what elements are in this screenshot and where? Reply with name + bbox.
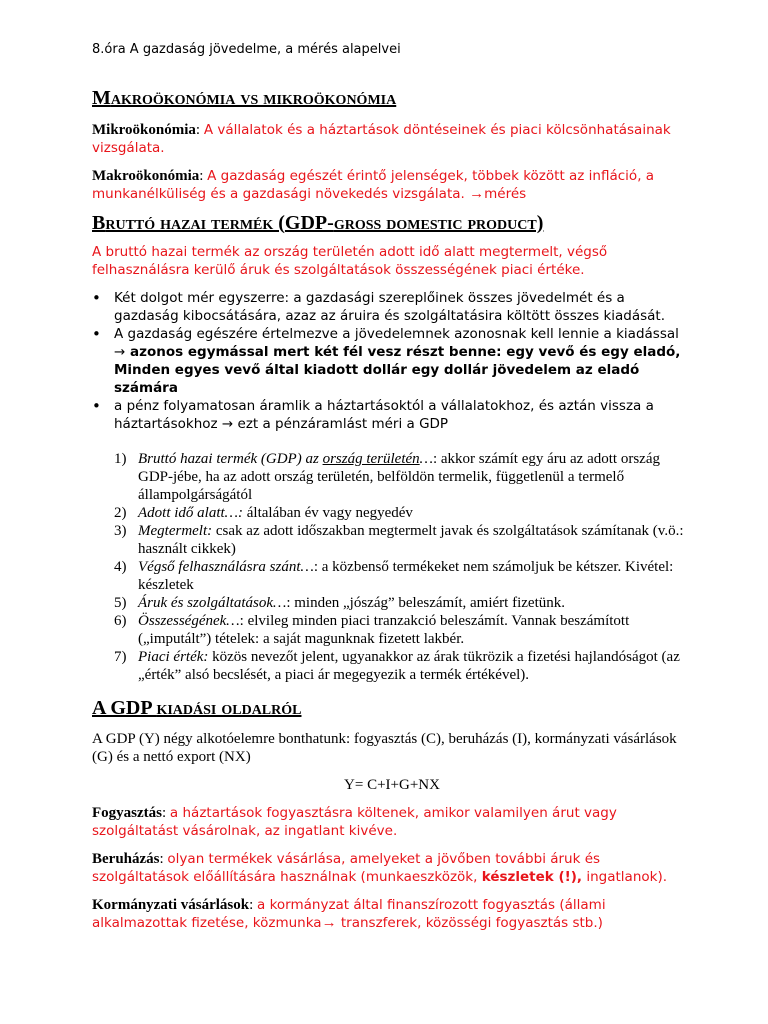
page-header: 8.óra A gazdaság jövedelme, a mérés alapelvei [92,42,401,57]
definition-text: olyan termékek vásárlása, amelyeket a jövőben további áruk és szolgáltatások előállítására használnak (munkaeszközök, [92,851,601,885]
definition-microeconomics: Mikroökonómia: A vállalatok és a háztartások döntéseinek és piaci kölcsönhatásainak vizsgálata. [92,122,671,156]
gdp-bullet-list [92,289,692,433]
definition-text: A gazdaság egészét érintő jelenségek, többek között az infláció, a munkanélküliség és a gazdasági növekedés vizsgálata. [92,168,655,202]
list-item: 1) Bruttó hazai termék (GDP) az ország területén…: akkor számít egy áru az adott ország GDP-jébe, ha az adott ország területén, belföldön termelik, függetlenül a termelő állampolgárságától [114,451,660,503]
definition-investment: Beruházás: olyan termékek vásárlása, amelyeket a jövőben további áruk és szolgáltatások előállítására használnak (munkaeszközök, készletek (!), ingatlanok). [92,851,668,885]
section-heading-gdp-expenditure: A GDP kiadási oldalról [92,697,302,719]
term-label: Fogyasztás [92,805,162,821]
definition-macroeconomics: Makroökonómia: A gazdaság egészét érintő jelenségek, többek között az infláció, a munkanélküliség és a gazdasági növekedés vizsgálata. →mérés [92,168,655,202]
section-heading-macro-vs-micro: Makroökonómia vs mikroökonómia [92,87,397,109]
list-item: 2) Adott idő alatt…: általában év vagy negyedév [114,505,413,521]
list-item: 5) Áruk és szolgáltatások…: minden „jószág” beleszámít, amiért fizetünk. [114,595,565,611]
gdp-formula: Y= C+I+G+NX [344,777,440,793]
definition-text: a háztartások fogyasztásra költenek, amikor valamilyen árut vagy szolgáltatást vásárolnak, az ingatlant kivéve. [92,805,617,839]
definition-government-purchases: Kormányzati vásárlások: a kormányzat által finanszírozott fogyasztás (állami alkalmazottak fizetése, közmunka→ transzferek, közösségi fogyasztás stb.) [92,897,606,931]
list-item: • A gazdaság egészére értelmezve a jövedelemnek azonosnak kell lennie a kiadással → azonos egymással mert két fél vesz részt benne: egy vevő és egy eladó, Minden egyes vevő által kiadott dollár egy dollár jövedelem az eladó számára [92,325,692,397]
gdp-components-list [92,450,692,684]
list-item: • a pénz folyamatosan áramlik a háztartásoktól a vállalatokhoz, és aztán vissza a háztartásokhoz → ezt a pénzáramlást méri a GDP [92,397,692,433]
arrow-icon: → [221,416,234,432]
gdp-definition: A bruttó hazai termék az ország területén adott idő alatt megtermelt, végső felhasználásra kerülő áruk és szolgáltatások összességének piaci értéke. [92,244,608,278]
list-item: 6) Összességének…: elvileg minden piaci tranzakció beleszámít. Vannak beszámított („imputált”) tételek: a saját magunknak fizetett lakbér. [114,613,630,647]
arrow-icon: → [321,915,337,931]
list-item: 7) Piaci érték: közös nevezőt jelent, ugyanakkor az árak tükrözik a fizetési hajlandóságot (az „érték” alsó becslését, a piaci ár megegyezik a termék értékével). [114,649,680,683]
section-heading-gdp: Bruttó hazai termék (GDP-gross domestic product) [92,212,544,234]
list-item: 4) Végső felhasználásra szánt…: a közbenső termékeket nem számoljuk be kétszer. Kivétel: készletek [114,559,674,593]
term-label: Beruházás [92,851,160,867]
term-label: Kormányzati vásárlások [92,897,250,913]
definition-consumption: Fogyasztás: a háztartások fogyasztásra költenek, amikor valamilyen árut vagy szolgáltatást vásárolnak, az ingatlant kivéve. [92,805,617,839]
arrow-icon: → [114,344,126,360]
term-label: Makroökonómia [92,168,200,184]
list-item: 3) Megtermelt: csak az adott időszakban megtermelt javak és szolgáltatások számítanak (v.ö.: használt cikkek) [114,523,684,557]
document-body [92,84,692,932]
gdp-components-intro: A GDP (Y) négy alkotóelemre bonthatunk: fogyasztás (C), beruházás (I), kormányzati vásárlások (G) és a nettó export (NX) [92,731,677,765]
definition-text: a kormányzat által finanszírozott fogyasztás (állami alkalmazottak fizetése, közmunka [92,897,606,931]
term-label: Mikroökonómia [92,122,196,138]
definition-text: A vállalatok és a háztartások döntéseinek és piaci kölcsönhatásainak vizsgálata. [92,122,671,156]
arrow-icon: → [469,186,485,202]
list-item: • Két dolgot mér egyszerre: a gazdasági szereplőinek összes jövedelmét és a gazdaság kibocsátására, azaz az áruira és szolgáltatásira költött összes kiadását. [92,289,692,325]
